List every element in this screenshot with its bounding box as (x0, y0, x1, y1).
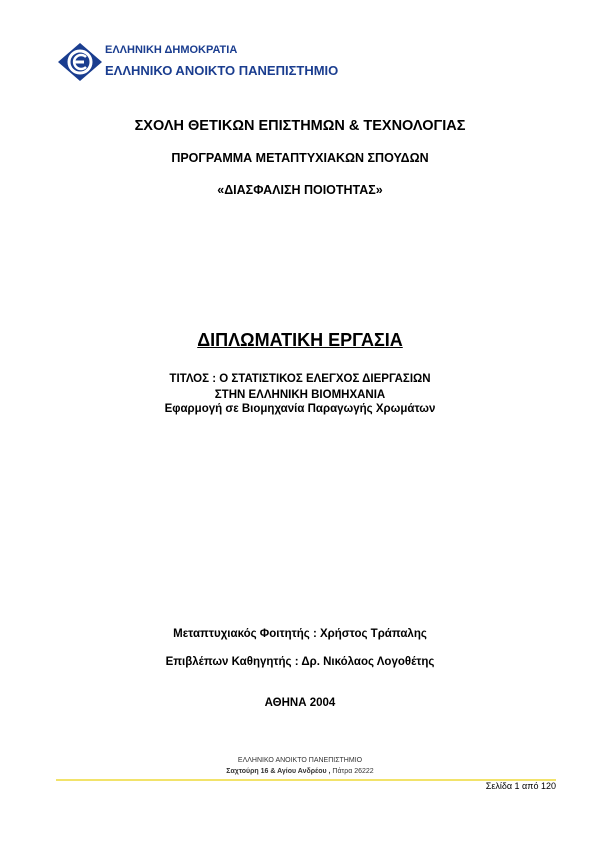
school-name: ΣΧΟΛΗ ΘΕΤΙΚΩΝ ΕΠΙΣΤΗΜΩΝ & ΤΕΧΝΟΛΟΓΙΑΣ (134, 118, 466, 134)
thesis-title-line3: Εφαρμογή σε Βιομηχανία Παραγωγής Χρωμάτων (164, 403, 436, 415)
place-year: ΑΘΗΝΑ 2004 (264, 697, 336, 709)
thesis-title-line1: ΤΙΤΛΟΣ : Ο ΣΤΑΤΙΣΤΙΚΟΣ ΕΛΕΓΧΟΣ ΔΙΕΡΓΑΣΙΩΝ (169, 373, 431, 385)
header-republic: ΕΛΛΗΝΙΚΗ ΔΗΜΟΚΡΑΤΙΑ (105, 44, 238, 56)
supervisor-name: Επιβλέπων Καθηγητής : Δρ. Νικόλαος Λογοθέτης (165, 656, 435, 668)
page-number: Σελίδα 1 από 120 (485, 781, 556, 791)
header-university: ΕΛΛΗΝΙΚΟ ΑΝΟΙΚΤΟ ΠΑΝΕΠΙΣΤΗΜΙΟ (105, 63, 339, 78)
student-name: Μεταπτυχιακός Φοιτητής : Χρήστος Τράπαλης (173, 628, 427, 640)
footer-divider (56, 779, 556, 781)
thesis-heading: ΔΙΠΛΩΜΑΤΙΚΗ ΕΡΓΑΣΙΑ (197, 330, 403, 350)
university-logo-icon (57, 42, 103, 82)
program-focus: «ΔΙΑΣΦΑΛΙΣΗ ΠΟΙΟΤΗΤΑΣ» (217, 183, 383, 197)
footer-address (0, 768, 600, 775)
footer-organization: ΕΛΛΗΝΙΚΟ ΑΝΟΙΚΤΟ ΠΑΝΕΠΙΣΤΗΜΙΟ (237, 757, 363, 764)
footer-address-city: Πάτρα 26222 (330, 768, 374, 775)
program-name: ΠΡΟΓΡΑΜΜΑ ΜΕΤΑΠΤΥΧΙΑΚΩΝ ΣΠΟΥΔΩΝ (171, 151, 429, 165)
thesis-title-line2: ΣΤΗΝ ΕΛΛΗΝΙΚΗ ΒΙΟΜΗΧΑΝΙΑ (214, 389, 386, 401)
footer-address-street: Σαχτούρη 16 & Αγίου Ανδρέου , (226, 768, 331, 775)
